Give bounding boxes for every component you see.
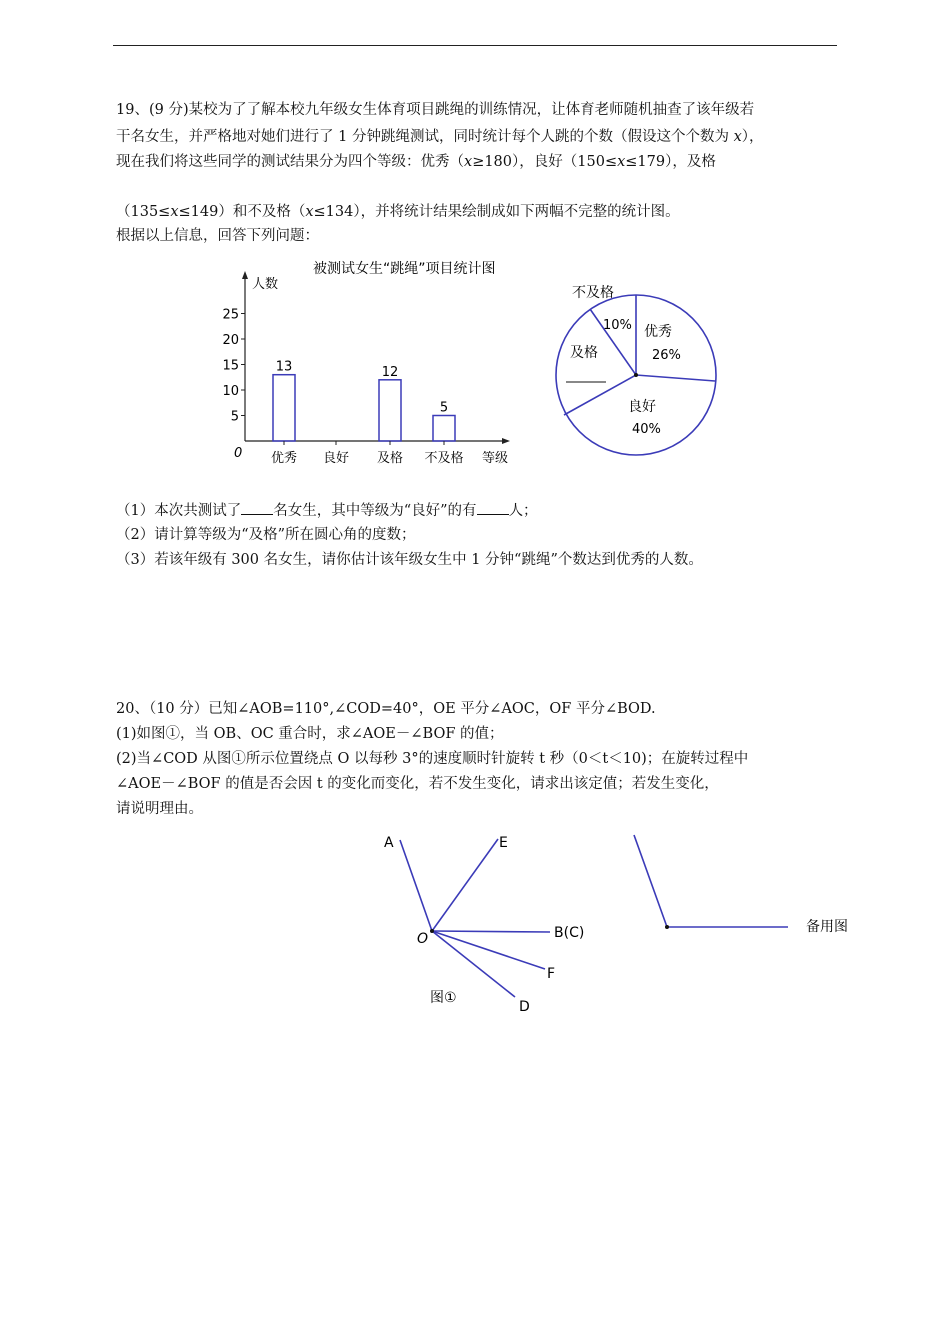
figure2-caption: 备用图	[806, 919, 848, 935]
y-axis-arrow	[242, 271, 248, 279]
answer-blank-lianghao[interactable]	[477, 500, 509, 515]
ray-OB	[432, 931, 550, 932]
bar-value-label: 5	[439, 400, 449, 416]
y-tick-label: 10	[222, 384, 239, 399]
origin-label: 0	[234, 446, 243, 461]
q19-sub3: （3）若该年级有 300 名女生，请你估计该年级女生中 1 分钟“跳绳”个数达到优秀的人数。	[116, 552, 703, 568]
bar	[379, 380, 401, 441]
answer-blank-total[interactable]	[241, 500, 273, 515]
label-BC: B(C)	[554, 925, 585, 941]
q20-line3: (2)当∠COD 从图①所示位置绕点 O 以每秒 3°的速度顺时针旋转 t 秒（0＜t＜10)；在旋转过程中	[116, 751, 749, 767]
figure1-caption: 图①	[430, 990, 457, 1006]
pie-chart	[548, 275, 728, 460]
bar	[433, 416, 455, 442]
category-label: 不及格	[424, 451, 464, 466]
pie-label-youxiu: 优秀	[644, 324, 672, 340]
q19-line4: （135≤x≤149）和不及格（x≤134），并将统计结果绘制成如下两幅不完整的统计图。	[116, 204, 680, 220]
pie-label-bujige: 不及格	[572, 285, 614, 301]
category-label: 良好	[322, 451, 350, 466]
y-tick-label: 5	[230, 409, 239, 425]
label-O: O	[417, 931, 429, 947]
spare-point-O	[665, 925, 669, 929]
pie-label-lianghao: 良好	[628, 399, 656, 415]
pie-value-bujige: 10%	[603, 318, 632, 333]
chart-title: 被测试女生“跳绳”项目统计图	[313, 261, 496, 277]
bar	[273, 375, 295, 441]
header-rule	[113, 45, 837, 46]
category-label: 优秀	[270, 451, 298, 466]
pie-center	[634, 373, 638, 377]
y-tick-label: 20	[222, 333, 239, 348]
point-O	[430, 929, 434, 933]
pie-value-youxiu: 26%	[652, 348, 681, 363]
ray-OF	[432, 931, 545, 969]
label-F: F	[547, 966, 556, 982]
q19-line1: 19、(9 分)某校为了了解本校九年级女生体育项目跳绳的训练情况，让体育老师随机抽查了该年级若	[116, 102, 755, 118]
spare-ray-left	[634, 835, 667, 927]
q20-line1: 20、（10 分）已知∠AOB=110°,∠COD=40°，OE 平分∠AOC，OF 平分∠BOD.	[116, 701, 656, 717]
q20-line2: (1)如图①，当 OB、OC 重合时，求∠AOE－∠BOF 的值；	[116, 726, 504, 742]
pie-radius-lowerleft	[564, 375, 636, 415]
q19-line3: 现在我们将这些同学的测试结果分为四个等级：优秀（x≥180），良好（150≤x≤179），及格	[116, 154, 716, 170]
category-label: 及格	[376, 451, 404, 466]
q20-line4: ∠AOE－∠BOF 的值是否会因 t 的变化而变化，若不发生变化，请求出该定值；若发生变化，	[116, 776, 719, 792]
label-D: D	[519, 999, 530, 1015]
y-tick-label: 25	[222, 307, 239, 323]
q19-line2: 干名女生，并严格地对她们进行了 1 分钟跳绳测试，同时统计每个人跳的个数（假设这个个数为 x），	[116, 129, 764, 145]
ray-OD	[432, 931, 515, 997]
ray-OE	[432, 839, 498, 931]
figure-2	[620, 825, 870, 945]
q19-sub1: （1）本次共测试了 名女生，其中等级为“良好”的有 人；	[116, 500, 538, 521]
label-A: A	[384, 835, 394, 851]
bar-value-label: 13	[275, 359, 293, 375]
bar-chart	[218, 255, 538, 470]
pie-radius-right	[636, 375, 715, 381]
q20-line5: 请说明理由。	[116, 801, 203, 817]
y-axis-label: 人数	[252, 277, 279, 292]
x-axis-arrow	[502, 438, 510, 444]
bar-value-label: 12	[381, 364, 399, 380]
figure-1	[375, 825, 605, 1025]
pie-value-lianghao: 40%	[632, 422, 661, 437]
ray-OA	[400, 840, 432, 931]
q19-line5: 根据以上信息，回答下列问题：	[116, 228, 319, 244]
label-E: E	[499, 835, 508, 851]
q19-sub2: （2）请计算等级为“及格”所在圆心角的度数；	[116, 527, 416, 543]
pie-label-jige: 及格	[570, 345, 598, 361]
x-axis-label: 等级	[482, 451, 509, 466]
y-tick-label: 15	[222, 358, 239, 374]
